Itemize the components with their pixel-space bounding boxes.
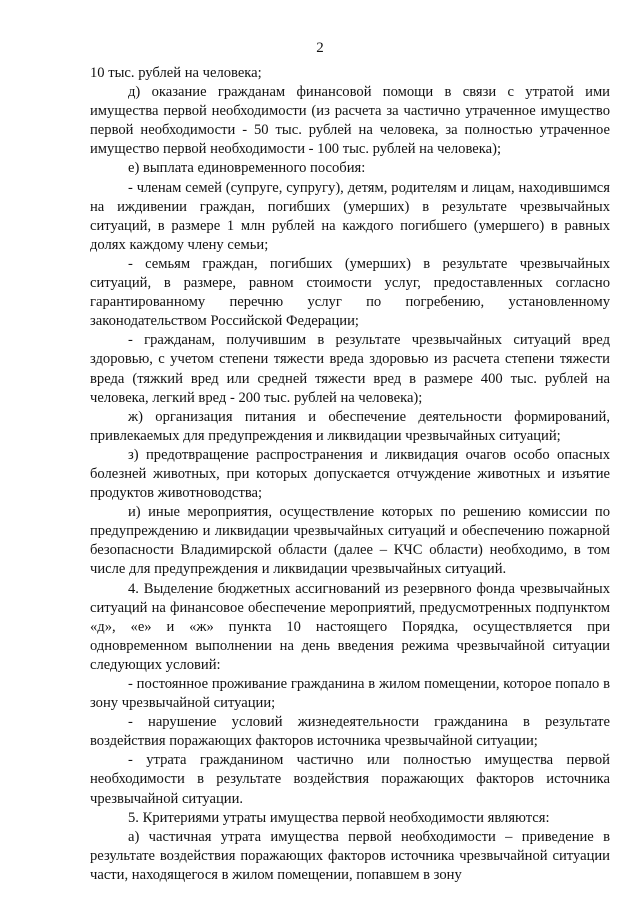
paragraph: 4. Выделение бюджетных ассигнований из резервного фонда чрезвычайных ситуаций на финансовое обеспечение мероприятий, предусмотренных подпунктом «д», «е» и «ж» пункта 10 настоящего Порядка, осуществляется при одновременном выполнении на день введения режима чрезвычайной ситуации следующих условий:: [90, 580, 610, 673]
paragraph: - гражданам, получившим в результате чрезвычайных ситуаций вред здоровью, с учетом степени тяжести вреда здоровью из расчета степени тяжести вреда (тяжкий вред или средней тяжести вред в размере 400 тыс. рублей на человека, легкий вред - 200 тыс. рублей на человека);: [90, 332, 610, 406]
paragraph: - нарушение условий жизнедеятельности гражданина в результате воздействия поражающих факторов источника чрезвычайной ситуации;: [90, 714, 610, 750]
paragraph: а) частичная утрата имущества первой необходимости – приведение в результате воздействия поражающих факторов источника чрезвычайной ситуации части, находящегося в жилом помещении, попавшем в зону: [90, 828, 610, 883]
paragraph: - постоянное проживание гражданина в жилом помещении, которое попало в зону чрезвычайной ситуации;: [90, 676, 610, 712]
paragraph: 10 тыс. рублей на человека;: [90, 65, 262, 81]
paragraph: - членам семей (супруге, супругу), детям, родителям и лицам, находившимся на иждивении граждан, погибших (умерших) в результате чрезвычайных ситуаций, в размере 1 млн рублей на каждого погибшего (умершего) в равных долях каждому члену семьи;: [90, 179, 610, 253]
paragraph: 5. Критериями утраты имущества первой необходимости являются:: [128, 809, 550, 826]
page-number: 2: [316, 40, 324, 56]
paragraph: - семьям граждан, погибших (умерших) в результате чрезвычайных ситуаций, в размере, равном стоимости услуг, предоставленных согласно гарантированному перечню услуг по погребению, установленному законодательством Российской Федерации;: [90, 255, 610, 330]
paragraph: - утрата гражданином частично или полностью имущества первой необходимости в результате воздействия поражающих факторов источника чрезвычайной ситуации.: [90, 752, 610, 807]
paragraph: и) иные мероприятия, осуществление которых по решению комиссии по предупреждению и ликвидации чрезвычайных ситуаций и обеспечению пожарной безопасности Владимирской области (далее – КЧС области) необходимо, в том числе для предупреждения и ликвидации чрезвычайных ситуаций.: [90, 504, 610, 578]
paragraph: ж) организация питания и обеспечение деятельности формирований, привлекаемых для предупреждения и ликвидации чрезвычайных ситуаций;: [90, 408, 610, 444]
document-body: [90, 64, 610, 885]
paragraph: е) выплата единовременного пособия:: [128, 160, 366, 177]
paragraph: д) оказание гражданам финансовой помощи в связи с утратой ими имущества первой необходимости (из расчета за частично утраченное имущество первой необходимости - 50 тыс. рублей на человека, за полностью утраченное имущество первой необходимости - 100 тыс. рублей на человека);: [90, 84, 610, 158]
paragraph: з) предотвращение распространения и ликвидация очагов особо опасных болезней животных, при которых допускается отчуждение животных и изъятие продуктов животноводства;: [90, 446, 610, 502]
